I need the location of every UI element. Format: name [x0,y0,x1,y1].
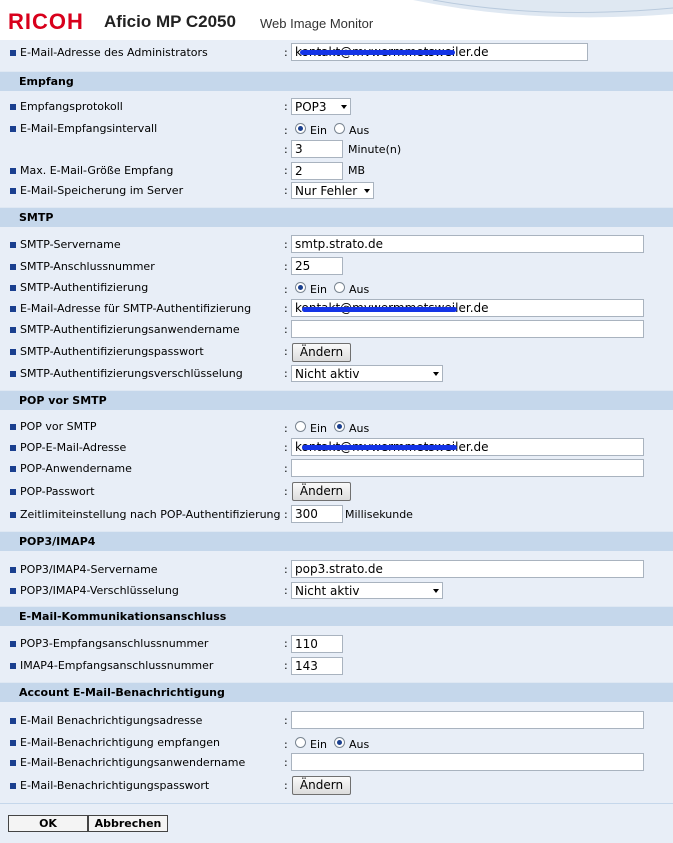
unit-label: Millisekunde [345,508,413,521]
empfangsintervall-label: E-Mail-Empfangsintervall [20,122,158,135]
bullet-icon [10,264,16,270]
bullet-icon [10,126,16,132]
smtp-auth-label: SMTP-Authentifizierung [20,281,149,294]
redaction-scribble [302,445,457,450]
pop-email-label: POP-E-Mail-Adresse [20,441,127,454]
ricoh-logo: RICOH [8,9,84,34]
max-size-input[interactable] [291,162,343,180]
smtp-auth-enc-select[interactable]: Nicht aktiv [291,365,443,382]
unit-label: Minute(n) [348,143,402,156]
device-model: Aficio MP C2050 [104,12,236,31]
smtp-server-input[interactable] [291,235,644,253]
chevron-down-icon [364,189,370,193]
radio-label: Ein [310,283,327,296]
smtp-auth-email-label: E-Mail-Adresse für SMTP-Authentifizierung [20,302,252,315]
bullet-icon [10,242,16,248]
bullet-icon [10,424,16,430]
bullet-icon [10,760,16,766]
bullet-icon [10,567,16,573]
max-size-label: Max. E-Mail-Größe Empfang [20,164,174,177]
pop3-imap4-enc-label: POP3/IMAP4-Verschlüsselung [20,584,179,597]
section-pop3-imap4: POP3/IMAP4 [0,531,673,551]
redaction-scribble [302,307,457,312]
pop-timeout-label: Zeitlimiteinstellung nach POP-Authentifizierung [20,508,281,521]
notify-pass-label: E-Mail-Benachrichtigungspasswort [20,779,210,792]
notify-user-label: E-Mail-Benachrichtigungsanwendername [20,756,246,769]
intervall-aus-radio[interactable] [334,123,345,134]
smtp-port-label: SMTP-Anschlussnummer [20,260,155,273]
radio-label: Aus [349,283,370,296]
notify-pass-change-button[interactable]: Ändern [292,776,351,795]
unit-label: MB [348,164,366,177]
chevron-down-icon [433,589,439,593]
section-empfang: Empfang [0,71,673,91]
section-kommunikation: E-Mail-Kommunikationsanschluss [0,606,673,626]
bullet-icon [10,512,16,518]
bullet-icon [10,588,16,594]
pop-pass-change-button[interactable]: Ändern [292,482,351,501]
app-title: Web Image Monitor [260,16,374,31]
intervall-minutes-input[interactable] [291,140,343,158]
section-smtp: SMTP [0,207,673,227]
radio-label: Aus [349,124,370,137]
pop-pass-label: POP-Passwort [20,485,95,498]
bullet-icon [10,104,16,110]
bullet-icon [10,783,16,789]
bullet-icon [10,663,16,669]
smtp-pass-change-button[interactable]: Ändern [292,343,351,362]
header [0,0,673,40]
speicherung-label: E-Mail-Speicherung im Server [20,184,184,197]
section-pop-vor-smtp: POP vor SMTP [0,390,673,410]
empfangsprotokoll-select[interactable]: POP3 [291,98,351,115]
notify-address-label: E-Mail Benachrichtigungsadresse [20,714,203,727]
smtp-auth-pass-label: SMTP-Authentifizierungspasswort [20,345,204,358]
notify-address-input[interactable] [291,711,644,729]
bullet-icon [10,740,16,746]
bullet-icon [10,718,16,724]
intervall-ein-radio[interactable] [295,123,306,134]
pop-vor-smtp-ein-radio[interactable] [295,421,306,432]
bullet-icon [10,327,16,333]
empfangsprotokoll-label: Empfangsprotokoll [20,100,123,113]
smtp-auth-user-input[interactable] [291,320,644,338]
speicherung-select[interactable]: Nur Fehler [291,182,374,199]
notify-receive-ein-radio[interactable] [295,737,306,748]
smtp-server-label: SMTP-Servername [20,238,121,251]
smtp-port-input[interactable] [291,257,343,275]
smtp-auth-ein-radio[interactable] [295,282,306,293]
smtp-auth-user-label: SMTP-Authentifizierungsanwendername [20,323,240,336]
pop-timeout-input[interactable] [291,505,343,523]
bullet-icon [10,306,16,312]
pop-user-input[interactable] [291,459,644,477]
pop3-imap4-server-input[interactable] [291,560,644,578]
pop3-port-label: POP3-Empfangsanschlussnummer [20,637,209,650]
chevron-down-icon [433,372,439,376]
bullet-icon [10,168,16,174]
pop3-imap4-server-label: POP3/IMAP4-Servername [20,563,158,576]
radio-label: Ein [310,422,327,435]
radio-label: Ein [310,738,327,751]
notify-receive-label: E-Mail-Benachrichtigung empfangen [20,736,221,749]
radio-label: Aus [349,422,370,435]
footer-divider [0,803,673,804]
notify-user-input[interactable] [291,753,644,771]
pop3-port-input[interactable] [291,635,343,653]
bullet-icon [10,489,16,495]
radio-label: Aus [349,738,370,751]
settings-form: E-Mail-Adresse des Administrators : kontakt@mvwermmetsweiler.de Empfang Empfangsprotokoll : POP3 E-Mail-Empfangsintervall : Ein Aus : 3 Minute(n) Max. E-Mail-Größe Empfang : 2 MB E-Mail-Speicherung im Server : Nur Fehler SMTP SMTP-Servername : smtp.strato.de SMTP-Anschlussnummer : 25 SMTP-Authentifizierung : Ein Aus E-Mail-Adresse für SMTP-Authentifizierung : kontakt@mvwermmetsweiler.de SMTP-Authentifizierungsanwendername : SMTP-Authentifizierungspasswort : Ändern SMTP-Authentifizierungsverschlüsselung : Nicht aktiv POP vor SMTP POP vor SMTP : Ein Aus POP-E-Mail-Adresse : kontakt@mvwermmetsweiler.de POP-Anwendername : POP-Passwort : Ändern Zeitlimiteinstellung nach POP-Authentifizierung : 300 Millisekunde POP3/IMAP4 POP3/IMAP4-Servername : pop3.strato.de POP3/IMAP4-Verschlüsselung : Nicht aktiv E-Mail-Kommunikationsanschluss POP3-Empfangsanschlussnummer : 110 IMAP4-Empfangsanschlussnummer : 143 Account E-Mail-Benachrichtigung E-Mail Benachrichtigungsadresse : E-Mail-Benachrichtigung empfangen : Ein Aus E-Mail-Benachrichtigungsanwendername : E-Mail-Benachrichtigungspasswort : Ändern OK Abbrechen [0,40,673,843]
bullet-icon [10,188,16,194]
bullet-icon [10,349,16,355]
imap4-port-label: IMAP4-Empfangsanschlussnummer [20,659,214,672]
radio-label: Ein [310,124,327,137]
imap4-port-input[interactable] [291,657,343,675]
bullet-icon [10,50,16,56]
admin-email-label: E-Mail-Adresse des Administrators [20,46,208,59]
bullet-icon [10,285,16,291]
header-swoosh-decoration [413,0,673,40]
bullet-icon [10,466,16,472]
ok-button[interactable]: OK [8,815,88,832]
pop3-imap4-enc-select[interactable]: Nicht aktiv [291,582,443,599]
pop-user-label: POP-Anwendername [20,462,132,475]
smtp-auth-enc-label: SMTP-Authentifizierungsverschlüsselung [20,367,243,380]
bullet-icon [10,445,16,451]
notify-receive-aus-radio[interactable] [334,737,345,748]
pop-vor-smtp-label: POP vor SMTP [20,420,97,433]
bullet-icon [10,371,16,377]
section-account: Account E-Mail-Benachrichtigung [0,682,673,702]
cancel-button[interactable]: Abbrechen [88,815,168,832]
chevron-down-icon [341,105,347,109]
pop-vor-smtp-aus-radio[interactable] [334,421,345,432]
bullet-icon [10,641,16,647]
redaction-scribble [300,50,455,55]
smtp-auth-aus-radio[interactable] [334,282,345,293]
